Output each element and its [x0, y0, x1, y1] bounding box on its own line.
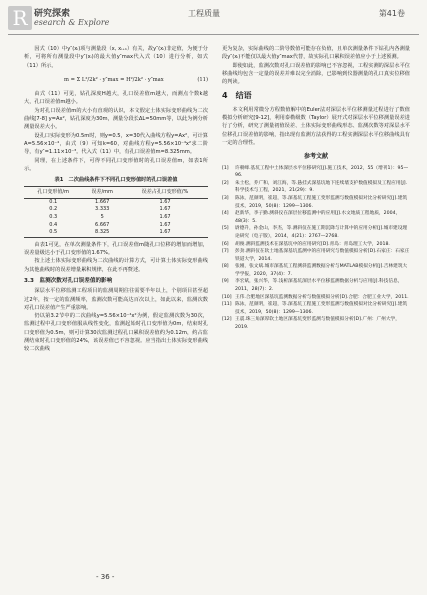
page-header: [0, 0, 427, 40]
reference-number: [1]: [222, 165, 229, 171]
header-rule: [8, 34, 419, 35]
table-row: [24, 198, 208, 206]
reference-number: [3]: [222, 195, 229, 201]
equation: m = Σ L²/2k² · y″max = H²/2k² · y″max: [64, 76, 164, 83]
reference-item: [222, 294, 410, 302]
table-cell: 1.67: [122, 229, 208, 237]
reference-text: 王伟.合肥地区深基坑监测数据分析与数值模拟分析[D].合肥：合肥工业大学，2011.: [235, 294, 409, 300]
table-header: 误差/mm: [82, 187, 122, 198]
reference-item: [222, 165, 410, 180]
reference-number: [2]: [222, 180, 229, 186]
table-cell: 0.2: [49, 206, 58, 213]
paragraph: 更为复杂，实际曲线的二阶导数值可能存在负值，且单次测量条件下钻孔内各测量段y″(xᵢ)不能仅以最大值y″max代替，故实际孔口累积误差值应小于上述预测。: [222, 46, 410, 61]
table-header-row: [24, 187, 208, 198]
page-number: - 36 -: [96, 573, 115, 581]
paragraph: 深层水平位移监测工程项目的监测周期往往需要半年以上，个别项目甚至超过2年，按一定的监测频率，监测次数可能高达百次以上，如此以来，监测次数对孔口误差值产生严重影响。: [24, 288, 208, 311]
paragraph: 按上述土体实际变形曲线为二次曲线的计算方式，可计算土体实际变形曲线为其他曲线时的误差增量累积规律，在此不再赘述。: [24, 258, 208, 273]
reference-item: [222, 278, 410, 293]
reference-text: 陈泳，范颜明，崔超，等.深基坑工程施工变形监测与数值模拟对比分析研究[J].建筑技术，2019，50(8)：1299—1306.: [235, 302, 408, 315]
equation-11: [24, 70, 208, 90]
reference-item: [222, 210, 410, 225]
column-title-en: esearch & Explore: [34, 18, 110, 27]
paragraph: 即使如此，监测次数对孔口误差值的影响已不容忽视，工程实测的深层水平位移曲线均包含一定量的误差并难以完全消除，已影响到仪器测量的孔口真实位移值的判读。: [222, 62, 410, 86]
column-title: 研究探索: [34, 9, 71, 19]
table-cell: 1.67: [159, 206, 171, 213]
table-row: [24, 222, 208, 230]
section-heading: 3.3 监测次数对孔口误差值的影响: [24, 277, 113, 284]
reference-number: [6]: [222, 241, 229, 247]
reference-number: [9]: [222, 279, 229, 285]
paragraph: 仍以第3.2节中的二次曲线y=5.56×10⁻⁴x²为例，假定监测次数为30次，监测过程中孔口变形值服从线性变化，监测起始时孔口变形值为0m，结束时孔口变形值为0.5m，则可计算30次监测过程孔口累积误差值约为0.12m，约占监测结束时孔口变形值的24%，该误差值已不容忽视。应当指出土体实际变形曲线较二次曲线: [24, 313, 208, 353]
reference-item: [222, 301, 410, 316]
table-cell: 0.4: [49, 221, 58, 228]
table-cell: 0.3: [49, 213, 58, 220]
journal-logo: R: [8, 6, 32, 30]
reference-item: [222, 241, 410, 249]
paragraph: 本文利用常微分方程数值解中的Euler法对深层水平位移测量过程进行了数值模拟分析研究[9-12]，利用泰勒级数（Taylor）展开式对深层水平位移测量误差进行了分析，研究了测量初值误差、土体实际变形曲线形态、监测次数等对深层水平位移孔口误差值的影响，指出现有监测方法获得的工程实测深层水平位移曲线具有一定的合理性。: [222, 106, 410, 146]
reference-text: 李宏斌，张兴华，等.浅析深基坑深层水平位移监测数据分析与应用[J].科技信息，2011，28(7)：2.: [235, 279, 403, 293]
reference-number: [10]: [222, 294, 232, 300]
reference-number: [7]: [222, 249, 229, 255]
reference-item: [222, 195, 410, 210]
table-caption: 表1 二次曲线条件下不同孔口变形值时的孔口误差值: [54, 177, 178, 184]
left-column: [24, 45, 208, 354]
reference-text: 王震.珠三角深厚软土地区深基坑变形监测与数值模拟分析[D].广州：广州大学，2019.: [235, 317, 400, 331]
reference-item: [222, 248, 410, 263]
reference-number: [12]: [222, 317, 232, 323]
references-title: 参考文献: [303, 153, 328, 161]
error-table: [24, 186, 208, 237]
paragraph: 为对孔口误差值m的大小有直观的认识，本文假定土体实际变形曲线为二次曲线[7-8] y=Ax²，钻孔深度为30m，测量分段长ΔL=50mm等，以此为例分析测量误差大小。: [24, 107, 208, 131]
table-cell: 0.1: [49, 198, 58, 205]
table-cell: 1.67: [159, 221, 171, 228]
table-row: [24, 206, 208, 214]
reference-text: 赵新华，李子勤.测斜仪在深层位移监测中的应用[J].水文地质工程地质，2004，48(3)：5.: [235, 211, 401, 224]
reference-item: [222, 263, 410, 278]
section-heading: 4 结语: [222, 91, 252, 101]
table-cell: 1.67: [159, 213, 171, 220]
equation-number: (11): [197, 76, 208, 83]
paragraph: 同理，在上述条件下，可得不同孔口变形值时的孔口误差值m，如表1所示。: [24, 157, 208, 172]
paragraph: 设孔口实际变形为0.5m时，则y=0.5，x=30代入曲线方程y=Ax²，可计算A=5.56×10⁻⁴，由式（9）可知k=60，对曲线方程y=5.56×10⁻⁴x²求二阶导，有y″=1.11×10⁻³。代入式（11）中，有孔口误差值m=8.325mm。: [24, 132, 208, 156]
reference-text: 尉德升，孙金山，李杰，等.测斜仪在施工期沉降与计算中的应用分析[J].城市建设理论研究（电子版），2014，4(21)：2767—2768.: [235, 226, 408, 239]
reference-text: 彭劲.测斜仪在软土地基深基坑监测中的应用研究与数值模拟分析[D].石家庄：石家庄铁道大学，2014.: [235, 249, 410, 262]
table-row: [24, 214, 208, 222]
table-cell: 5: [100, 213, 104, 220]
table-header: 误差占孔口变形值/%: [122, 187, 208, 198]
reference-number: [5]: [222, 226, 229, 232]
reference-number: [8]: [222, 264, 229, 270]
paragraph: 因式（10）中y″(xᵢ)项与测量段（x, xᵢ₊₁）有关，故y″(xᵢ)非定值，为便于分析，可将所有测量段中y″(xᵢ)的最大值y″max代入式（10）进行分析，如式（11）所示。: [24, 46, 208, 69]
reference-text: 张刚，张文斌.城市深基坑工程测斜监测数据分析与MATLAB模拟分析[J].吉林建筑大学学报，2020，37(4)：7.: [235, 264, 408, 277]
volume-label: 第41卷: [378, 9, 405, 18]
table-cell: 0.5: [24, 229, 82, 237]
reference-text: 许朝峰.基坑工程中土体深层水平位移研究[J].施工技术，2012，55（增刊1）：95—96.: [235, 165, 409, 179]
table-cell: 3.333: [95, 206, 110, 213]
reference-number: [11]: [222, 302, 232, 308]
paragraph: 由式（11）可见，钻孔深度H越大，孔口误差值m越大，而测点个数k越大，孔口误差值m越小。: [24, 91, 208, 106]
reference-text: 陈泳，范颜明，崔超，等.深基坑工程施工变形监测与数值模拟对比分析研究[J].建筑技术，2019，50(8)：1299—1306.: [235, 195, 408, 209]
reference-text: 朱士松，乔广和，刘江海，等.悬挂式深基坑地下连续墙支护数值模拟及工程应用[J].科学技术与工程，2021，21(29)：9.: [235, 180, 408, 194]
table-cell: 6.667: [95, 221, 110, 228]
reference-item: [222, 316, 410, 331]
table-cell: 1.667: [95, 198, 110, 205]
right-column: [222, 45, 410, 332]
reference-number: [4]: [222, 211, 229, 217]
table-row: [24, 229, 208, 237]
reference-item: [222, 225, 410, 240]
reference-item: [222, 180, 410, 195]
reference-list: [222, 165, 410, 332]
table-cell: 8.325: [82, 229, 122, 237]
reference-text: 胡俊.测斜监测技术在深基坑中的应用研究[D].青岛：青岛理工大学，2018.: [235, 241, 390, 247]
table-header: 孔口变形值/m: [24, 187, 82, 198]
paragraph: 由表1可见，在单次测量条件下，孔口误差值m随孔口位移的增加而增加，误差量级达小于孔口变形值的1.67%。: [24, 241, 208, 257]
table-cell: 1.67: [159, 198, 171, 205]
journal-name: 工程质量: [188, 9, 220, 18]
